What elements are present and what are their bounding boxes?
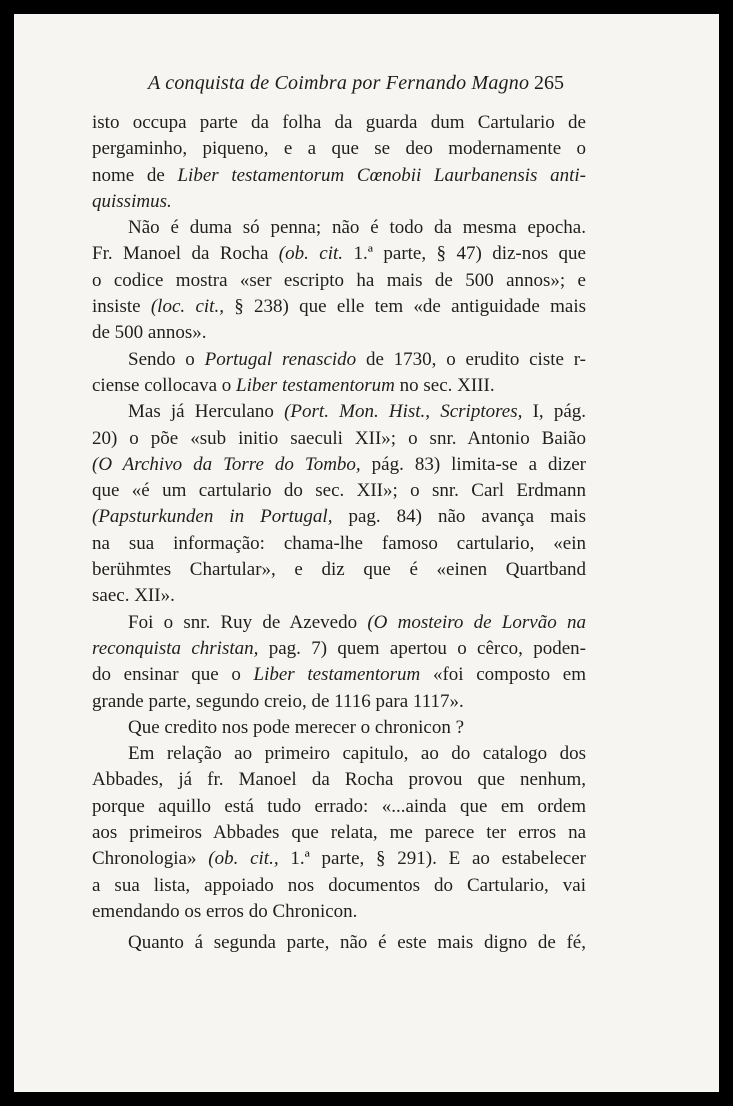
text-segment: saec. XII». (92, 585, 175, 607)
italic-text-segment: (ob. cit., (208, 848, 279, 870)
text-line (92, 930, 586, 956)
text-segment: ciense collocava o (92, 374, 237, 396)
text-segment: pag. 84) não avança mais (332, 506, 587, 528)
text-segment: pag. 7) quem apertou o cêrco, poden- (258, 637, 586, 659)
text-segment: de 500 annos». (92, 322, 207, 344)
text-line (92, 873, 586, 899)
text-segment: na sua informação: chama-lhe famoso cartulario, «ein (92, 532, 586, 554)
text-segment: Quanto á segunda parte, não é este mais digno de fé, (128, 932, 586, 954)
text-line (92, 478, 586, 504)
text-segment: I, pág. (522, 401, 587, 423)
text-segment: Abbades, já fr. Manoel da Rocha provou que nenhum, (92, 769, 586, 791)
text-line (92, 294, 586, 320)
text-line (92, 583, 586, 609)
text-line (92, 268, 586, 294)
text-segment: pág. 83) limita-se a dizer (360, 453, 586, 475)
italic-text-segment: (O mosteiro de Lorvão na (367, 611, 586, 633)
italic-text-segment: (O Archivo da Torre do Tombo, (92, 453, 361, 475)
text-segment: 1.ª parte, § 291). E ao estabelecer (278, 848, 586, 870)
text-line (92, 373, 586, 399)
text-segment: aos primeiros Abbades que relata, me parece ter erros na (92, 822, 586, 844)
text-line (92, 715, 586, 741)
italic-text-segment: quissimus. (92, 190, 172, 212)
text-line (92, 636, 586, 662)
text-line (92, 215, 586, 241)
text-segment: § 238) que elle tem «de antiguidade mais (223, 296, 586, 318)
text-segment: que «é um cartulario do sec. XII»; o snr. Carl Erdmann (92, 480, 586, 502)
text-segment: insiste (92, 296, 151, 318)
text-line (92, 426, 586, 452)
text-line (92, 557, 586, 583)
text-line (92, 399, 586, 425)
italic-text-segment: (Port. Mon. Hist., Scriptores, (284, 401, 523, 423)
text-line (92, 767, 586, 793)
running-header (14, 72, 719, 102)
text-segment: berühmtes Chartular», e diz que é «einen Quartband (92, 559, 586, 581)
text-segment: Em relação ao primeiro capitulo, ao do catalogo dos (128, 743, 586, 765)
text-segment: Não é duma só penna; não é todo da mesma epocha. (128, 217, 586, 239)
text-segment: isto occupa parte da folha da guarda dum Cartulario de (92, 112, 586, 133)
text-segment: emendando os erros do Chronicon. (92, 900, 358, 922)
text-line (92, 241, 586, 267)
text-line (92, 320, 586, 346)
text-line (92, 846, 586, 872)
text-segment: grande parte, segundo creio, de 1116 para 1117». (92, 690, 464, 712)
text-segment: 20) o põe «sub initio saeculi XII»; o snr. Antonio Baião (92, 427, 586, 449)
text-segment: pergaminho, piqueno, e a que se deo modernamente o (92, 138, 586, 160)
text-line (92, 110, 586, 136)
text-segment: Mas já Herculano (128, 401, 285, 423)
text-segment: Foi o snr. Ruy de Azevedo (128, 611, 368, 633)
text-line (92, 820, 586, 846)
book-page (14, 14, 719, 1092)
italic-text-segment: Liber testamentorum Cœnobii Laurbanensis anti- (177, 164, 586, 186)
text-line (92, 452, 586, 478)
text-line (92, 899, 586, 925)
text-line (92, 741, 586, 767)
text-line (92, 189, 586, 215)
text-line (92, 689, 586, 715)
text-segment: Chronologia» (92, 848, 209, 870)
text-segment: de 1730, o erudito ciste r- (356, 348, 587, 370)
italic-text-segment: (loc. cit., (150, 296, 224, 318)
text-segment: do ensinar que o (92, 664, 254, 686)
text-line (92, 504, 586, 530)
text-segment: a sua lista, appoiado nos documentos do Cartulario, vai (92, 874, 586, 896)
italic-text-segment: (ob. cit. (278, 243, 344, 265)
text-line (92, 794, 586, 820)
text-segment: nome de (92, 164, 178, 186)
text-segment: Fr. Manoel da Rocha (92, 243, 279, 265)
text-line (92, 610, 586, 636)
text-segment: no sec. XIII. (394, 374, 495, 396)
italic-text-segment: Portugal renascido (204, 348, 357, 370)
italic-text-segment: Liber testamentorum (236, 374, 395, 396)
italic-text-segment: (Papsturkunden in Portugal, (92, 506, 333, 528)
italic-text-segment: reconquista christan, (92, 637, 259, 659)
text-line (92, 163, 586, 189)
text-line (92, 662, 586, 688)
text-segment: Que credito nos pode merecer o chronicon ? (128, 716, 465, 738)
text-segment: porque aquillo está tudo errado: «...ainda que em ordem (92, 795, 586, 817)
text-line (92, 136, 586, 162)
text-line (92, 531, 586, 557)
text-segment: 1.ª parte, § 47) diz-nos que (343, 243, 586, 265)
running-title: A conquista de Coimbra por Fernando Magno (148, 72, 530, 94)
page-number: 265 (534, 72, 564, 94)
body-text (92, 110, 586, 957)
text-segment: o codice mostra «ser escripto ha mais de 500 annos»; e (92, 269, 586, 291)
italic-text-segment: Liber testamentorum (253, 664, 421, 686)
text-line (92, 347, 586, 373)
text-segment: Sendo o (128, 348, 205, 370)
text-segment: «foi composto em (420, 664, 586, 686)
